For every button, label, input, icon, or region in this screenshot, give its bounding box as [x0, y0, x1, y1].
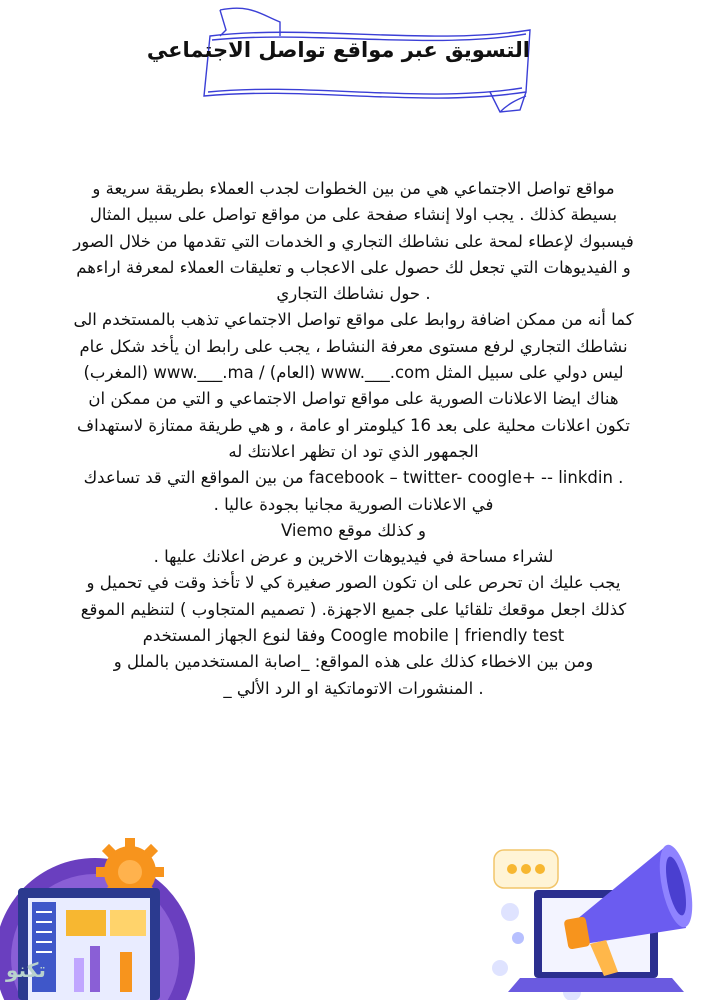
megaphone-laptop-illustration [480, 828, 702, 1000]
title-banner [146, 0, 550, 120]
body-line: Coogle mobile | friendly test وفقا لنوع الجهاز المستخدم [142, 626, 565, 646]
body-line: . facebook – twitter- coogle+ -- linkdin من بين المواقع التي قد تساعدك [83, 468, 624, 488]
body-line: . المنشورات الاتوماتكية او الرد الألي _ [223, 678, 484, 698]
body-line: فيسبوك لإعطاء لمحة على نشاطك التجاري و الخدمات التي تقدمها من خلال الصور [73, 231, 634, 251]
watermark: تكنو [6, 958, 46, 982]
page-title: التسويق عبر مواقع تواصل الاجتماعي [146, 38, 530, 62]
body-line: كما أنه من ممكن اضافة روابط على مواقع تواصل الاجتماعي تذهب بالمستخدم الى [73, 310, 634, 330]
body-line: لشراء مساحة في فيديوهات الاخرين و عرض اعلانك عليها . [153, 547, 554, 567]
body-line: هناك ايضا الاعلانات الصورية على مواقع تواصل الاجتماعي و التي من ممكن ان [88, 389, 619, 409]
body-line: مواقع تواصل الاجتماعي هي من بين الخطوات لجدب العملاء بطريقة سريعة و [92, 179, 615, 198]
body-line: و الفيديوهات التي تجعل لك حصول على الاعجاب و تعليقات العملاء لمعرفة اراءهم [76, 257, 631, 277]
body-line: . حول نشاطك التجاري [276, 284, 431, 304]
body-line: يجب عليك ان تحرص على ان تكون الصور صغيرة كي لا تأخذ وقت في تحميل و [86, 573, 621, 593]
body-line: و كذلك موقع Viemo [280, 520, 427, 540]
article-body [20, 176, 687, 702]
body-line: نشاطك التجاري لرفع مستوى معرفة النشاط ، يجب على رابط ان يأخد شكل عام [79, 336, 628, 356]
body-line: ومن بين الاخطاء كذلك على هذه المواقع: _اصابة المستخدمين بالملل و [113, 652, 594, 672]
body-line: الجمهور الذي تود ان تظهر اعلانتك له [228, 441, 479, 461]
body-line: بسيطة كذلك . يجب اولا إنشاء صفحة على من مواقع تواصل على سبيل المثال [89, 205, 618, 225]
body-line: كذلك اجعل موقعك تلقائيا على جميع الاجهزة. ( تصميم المتجاوب ) لتنظيم الموقع [80, 599, 627, 619]
body-line: ليس دولي على سبيل المثل www.___.com (العام) / www.___.ma (المغرب) [83, 363, 624, 383]
body-line: في الاعلانات الصورية مجانيا بجودة عاليا . [213, 494, 494, 514]
body-line: تكون اعلانات محلية على بعد 16 كيلومتر او عامة ، و هي طريقة ممتازة لاستهداف [76, 415, 631, 435]
